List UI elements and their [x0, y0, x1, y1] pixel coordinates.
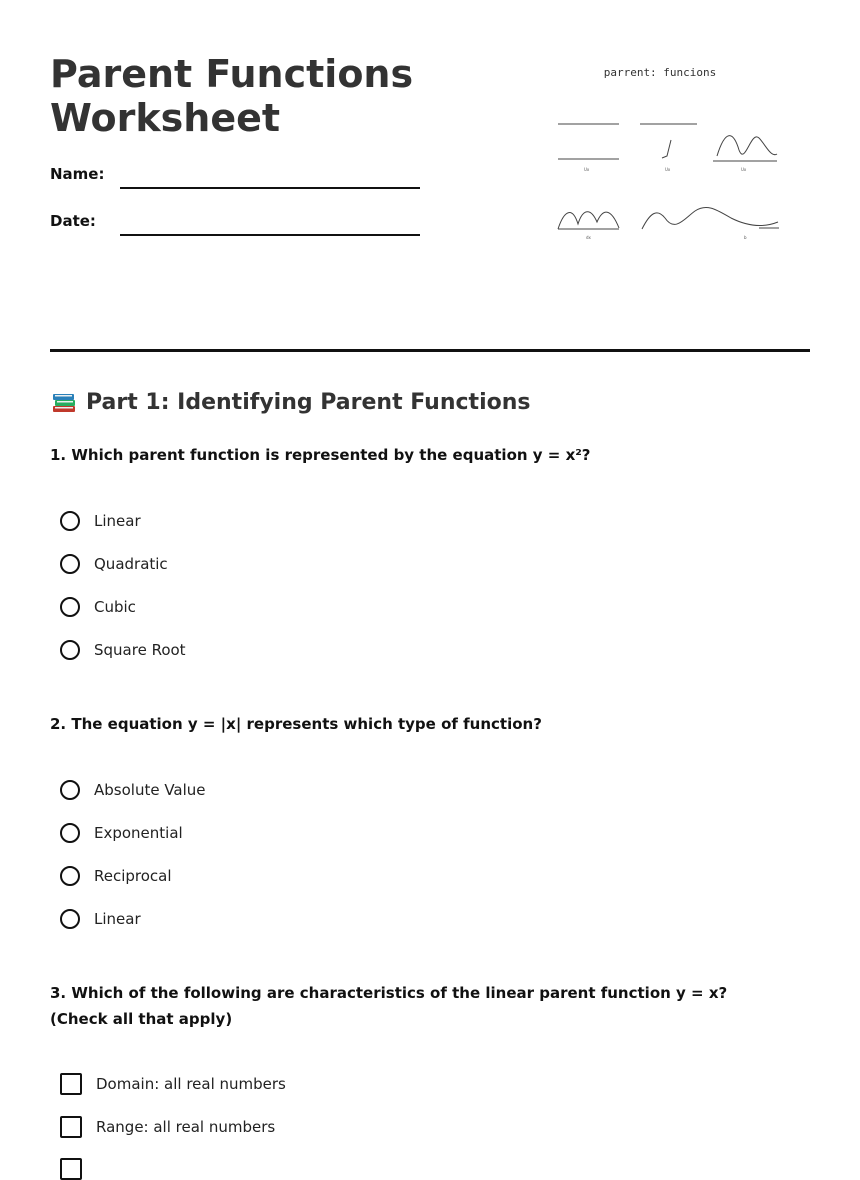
option-label: Linear [94, 910, 141, 928]
option-label: Reciprocal [94, 867, 172, 885]
q2-option-2[interactable] [60, 823, 183, 843]
sketch-label-5: b [744, 235, 747, 240]
q1-option-4[interactable] [60, 640, 186, 660]
q3-option-3-partial[interactable] [60, 1158, 82, 1180]
checkbox[interactable] [60, 1158, 82, 1180]
question-2: 2. The equation y = |x| represents which type of function? [50, 715, 542, 733]
part-1-title: Part 1: Identifying Parent Functions [86, 389, 531, 415]
sketch-label-2: Ux [665, 167, 671, 172]
option-label: Linear [94, 512, 141, 530]
option-label: Cubic [94, 598, 136, 616]
name-label: Name: [50, 165, 105, 183]
radio-button[interactable] [60, 909, 80, 929]
radio-button[interactable] [60, 640, 80, 660]
sketch-label-1: Ux [584, 167, 590, 172]
sketch-title: parrent: funcions [603, 66, 717, 79]
date-field[interactable] [120, 234, 420, 236]
sketch-label-3: Ux [741, 167, 747, 172]
option-label: Quadratic [94, 555, 168, 573]
q2-option-1[interactable] [60, 780, 206, 800]
books-icon [50, 388, 78, 416]
q1-option-2[interactable] [60, 554, 168, 574]
radio-button[interactable] [60, 554, 80, 574]
q1-option-3[interactable] [60, 597, 136, 617]
q2-option-4[interactable] [60, 909, 141, 929]
option-label: Exponential [94, 824, 183, 842]
q3-option-2[interactable] [60, 1116, 275, 1138]
option-label: Range: all real numbers [96, 1118, 276, 1136]
radio-button[interactable] [60, 597, 80, 617]
q2-option-3[interactable] [60, 866, 172, 886]
sketch-label-4: dx [586, 235, 591, 240]
option-label: Absolute Value [94, 781, 206, 799]
parent-functions-sketch [535, 58, 800, 258]
radio-button[interactable] [60, 866, 80, 886]
date-label: Date: [50, 212, 96, 230]
radio-button[interactable] [60, 780, 80, 800]
title-line-1: Parent Functions [50, 52, 414, 96]
question-3: 3. Which of the following are characteristics of the linear parent function y = x? (Check all that apply) [50, 984, 728, 1028]
checkbox[interactable] [60, 1073, 82, 1095]
q1-option-1[interactable] [60, 511, 141, 531]
title-line-2: Worksheet [50, 96, 281, 140]
q3-option-1[interactable] [60, 1073, 286, 1095]
radio-button[interactable] [60, 511, 80, 531]
part-1-heading [50, 388, 530, 416]
option-label: Domain: all real numbers [96, 1075, 286, 1093]
name-field[interactable] [120, 187, 420, 189]
worksheet-title [50, 52, 490, 140]
checkbox[interactable] [60, 1116, 82, 1138]
sketch-graphs [535, 58, 800, 258]
question-1: 1. Which parent function is represented by the equation y = x²? [50, 446, 591, 464]
option-label: Square Root [94, 641, 186, 659]
radio-button[interactable] [60, 823, 80, 843]
section-divider [50, 349, 810, 352]
